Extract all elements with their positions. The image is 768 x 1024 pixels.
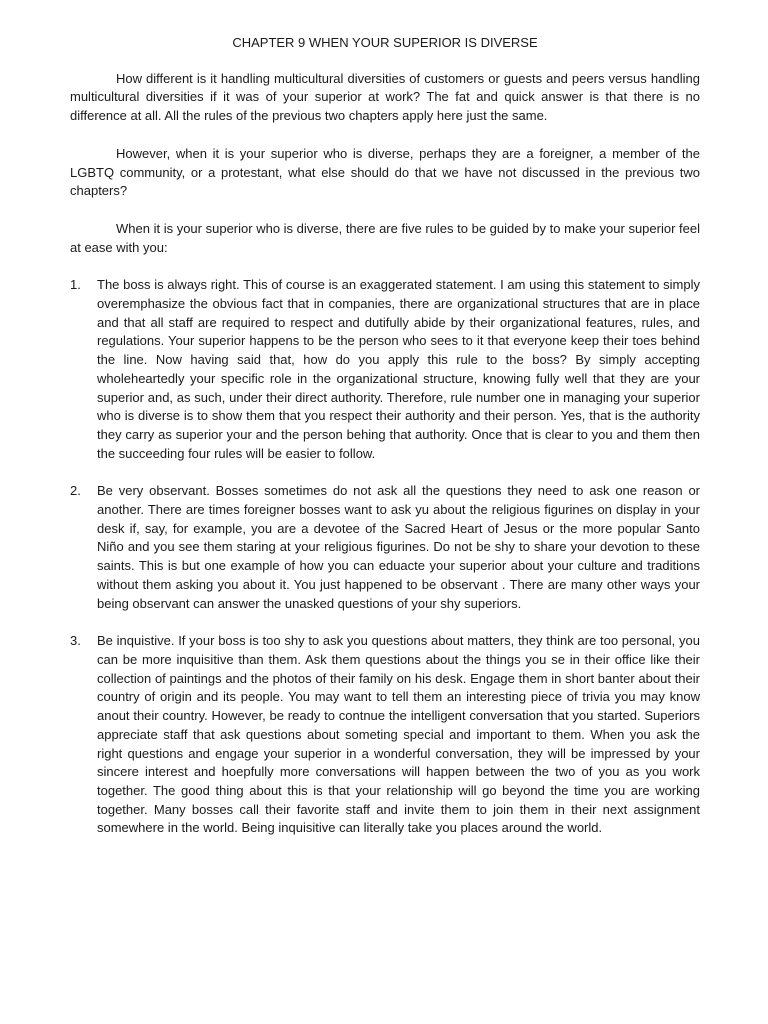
chapter-title: CHAPTER 9 WHEN YOUR SUPERIOR IS DIVERSE <box>232 35 538 50</box>
list-item <box>70 632 700 838</box>
list-item-number: 3. <box>70 633 81 649</box>
list-item-text: The boss is always right. This of course is an exaggerated statement. I am using this statement to simply overemphasize the obvious fact that in companies, there are organizational structures that are in place and that all staff are required to respect and dutifully abide by their organizational features, rules, and regulations. Your superior happens to be the person who sees to it that everyone keep their toes behind the line. Now having said that, how do you apply this rule to the boss? By simply accepting wholeheartedly your specific role in the organizational structure, knowing fully well that they are your superior and, as such, under their direct authority. Therefore, rule number one in managing your superior who is diverse is to show them that you respect their authority and their person. Yes, that is the authority they carry as superior your and the person behing that authority. Once that is clear to you and them then the succeeding four rules will be easier to follow. <box>97 277 700 461</box>
list-item-text: Be inquistive. If your boss is too shy to ask you questions about matters, they think are too personal, you can be more inquisitive than them. Ask them questions about the things you se in their office like their collection of paintings and the photos of their family on his desk. Engage them in short banter about their country of origin and its people. You may want to tell them an interesting piece of trivia you may know anout their country. However, be ready to contnue the intelligent conversation that you started. Superiors appreciate staff that ask questions about someting special and important to them. When you ask the right questions and engage your superior in a wonderful conversation, they will be impressed by your sincere interest and hoepfully more conversations will happen between the two of you as you work together. The good thing about this is that your relationship will go beyond the time you are working together. Many bosses call their favorite staff and invite them to join them in their next assignment somewhere in the world. Being inquisitive can literally take you places around the world. <box>97 633 700 836</box>
intro-paragraph-1: How different is it handling multicultural diversities of customers or guests and peers versus handling multicultural diversities if it was of your superior at work? The fat and quick answer is that there is no difference at all. All the rules of the previous two chapters apply here just the same. <box>70 70 700 124</box>
list-item-text: Be very observant. Bosses sometimes do not ask all the questions they need to ask one reason or another. There are times foreigner bosses want to ask yu about the religious figurines on display in your desk if, say, for example, you are a devotee of the Sacred Heart of Jesus or the more popular Santo Niño and you see them staring at your religious figurines. Do not be shy to share your devotion to these saints. This is but one example of how you can eduacte your superior about your culture and traditions without them asking you about it. You just happened to be observant . There are many other ways your being observant can answer the unasked questions of your shy superiors. <box>97 483 700 611</box>
list-item-number: 1. <box>70 277 81 293</box>
list-item <box>70 276 700 463</box>
intro-paragraph-2: However, when it is your superior who is diverse, perhaps they are a foreigner, a member of the LGBTQ community, or a protestant, what else should do that we have not discussed in the previous two chapters? <box>70 145 700 199</box>
list-item-number: 2. <box>70 483 81 499</box>
list-item <box>70 482 700 613</box>
intro-paragraph-3: When it is your superior who is diverse, there are five rules to be guided by to make your superior feel at ease with you: <box>70 220 700 255</box>
rules-list <box>70 276 700 838</box>
